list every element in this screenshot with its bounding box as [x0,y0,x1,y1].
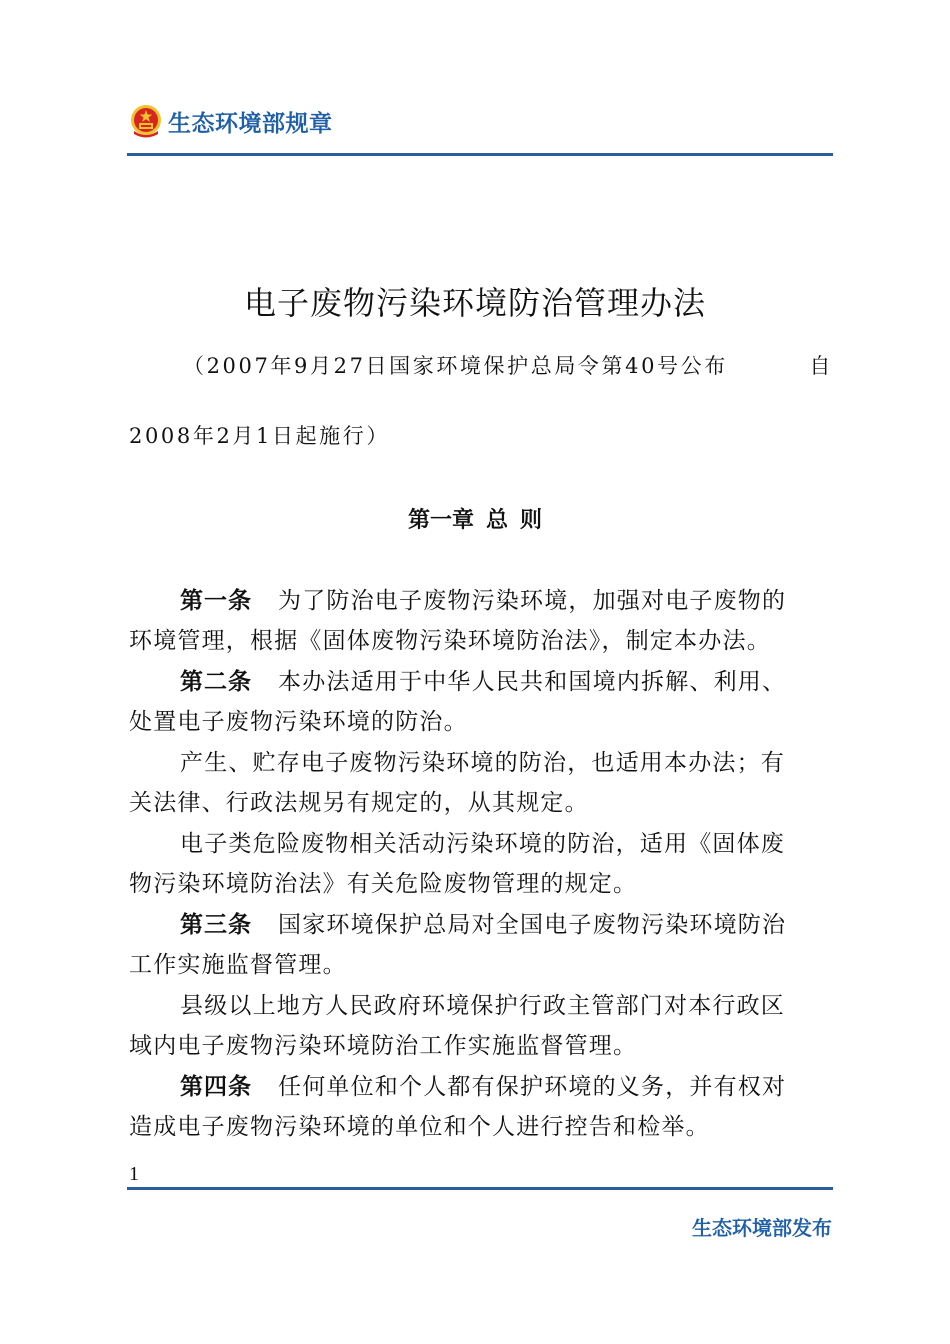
text-line: 环境管理，根据《固体废物污染环境防治法》，制定本办法。 [129,628,771,654]
text-line: 处置电子废物污染环境的防治。 [129,709,468,735]
article-label: 第三条 [180,912,252,938]
article-text: 任何单位和个人都有保护环境的义务，并有权对 [278,1074,787,1100]
text-line: 域内电子废物污染环境防治工作实施监督管理。 [129,1033,638,1059]
chapter-label: 第一章 [407,508,474,533]
page-number: 1 [129,1163,139,1185]
article-label: 第四条 [180,1074,252,1100]
header-brand-text: 生态环境部规章 [168,110,333,137]
article-1 [180,584,833,618]
footer-brand: 生态环境部发布 [692,1216,832,1240]
chapter-word-1: 总 [485,508,508,533]
article-label: 第一条 [180,588,252,614]
article-text: 为了防治电子废物污染环境，加强对电子废物的 [278,588,787,614]
article-4 [180,1070,833,1104]
text-line: 关法律、行政法规另有规定的，从其规定。 [129,790,589,816]
article-text: 本办法适用于中华人民共和国境内拆解、利用、 [278,669,787,695]
paragraph: 电子类危险废物相关活动污染环境的防治，适用《固体废 [180,831,785,857]
article-2 [180,665,833,699]
article-text: 国家环境保护总局对全国电子废物污染环境防治 [278,912,787,938]
text-line: 工作实施监督管理。 [129,952,347,978]
paragraph: 产生、贮存电子废物污染环境的防治，也适用本办法；有 [180,750,785,776]
header-brand [128,98,333,144]
article-3 [180,908,833,942]
text-line: 造成电子废物污染环境的单位和个人进行控告和检举。 [129,1114,710,1140]
issuance-note-line2: 2008年2月1日起施行） [129,424,390,448]
chapter-heading [0,503,950,534]
article-label: 第二条 [180,669,252,695]
issuance-note-main: （2007年9月27日国家环境保护总局令第40号公布 [183,354,728,378]
footer-divider [127,1187,833,1190]
text-line: 物污染环境防治法》有关危险废物管理的规定。 [129,871,638,897]
header-divider [127,153,833,156]
issuance-note-tail: 自 [809,354,833,378]
issuance-note-line1 [183,350,833,380]
chapter-word-2: 则 [520,508,543,533]
paragraph: 县级以上地方人民政府环境保护行政主管部门对本行政区 [180,993,785,1019]
national-emblem-icon [128,103,164,139]
document-title: 电子废物污染环境防治管理办法 [243,284,706,322]
